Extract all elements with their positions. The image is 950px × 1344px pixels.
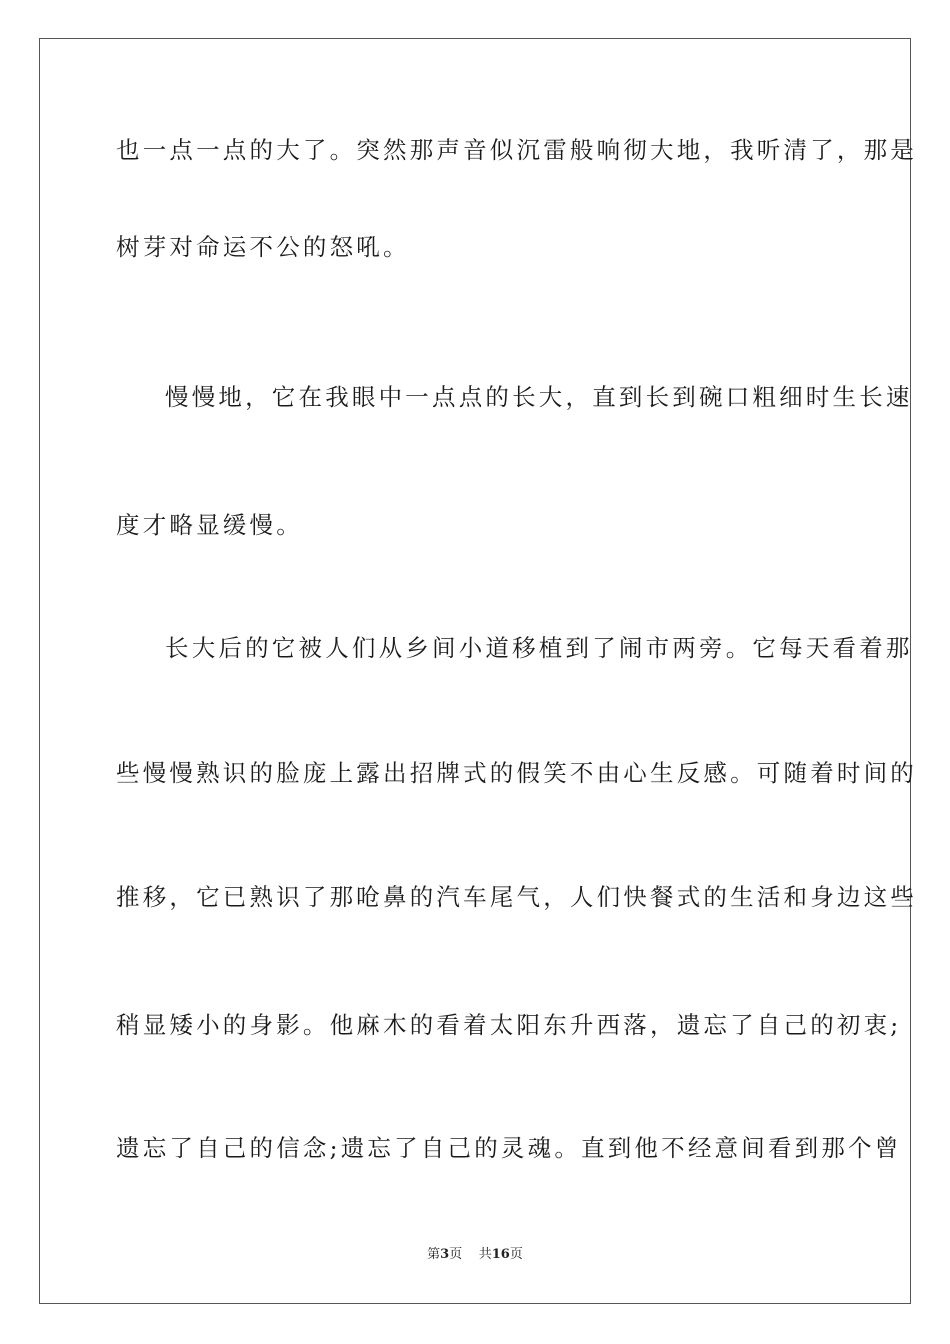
page-number: 3 [440,1247,450,1262]
total-suffix: 页 [509,1247,523,1262]
total-prefix: 共 [478,1247,492,1262]
page-footer [0,1246,950,1264]
page-prefix: 第 [427,1247,441,1262]
text-line: 度才略显缓慢。 [116,511,303,539]
page-frame [39,38,917,1304]
text-line: 些慢慢熟识的脸庞上露出招牌式的假笑不由心生反感。可随着时间的 [116,759,917,787]
text-line: 稍显矮小的身影。他麻木的看着太阳东升西落，遗忘了自己的初衷; [116,1011,902,1039]
total-pages: 16 [491,1247,510,1262]
text-line: 长大后的它被人们从乡间小道移植到了闹市两旁。它每天看着那 [165,634,913,662]
text-line: 推移，它已熟识了那呛鼻的汽车尾气，人们快餐式的生活和身边这些 [116,883,917,911]
text-line: 慢慢地，它在我眼中一点点的长大，直到长到碗口粗细时生长速 [165,383,913,411]
page-suffix: 页 [449,1247,463,1262]
text-line: 树芽对命运不公的怒吼。 [116,233,410,261]
text-line: 也一点一点的大了。突然那声音似沉雷般响彻大地，我听清了，那是 [116,136,917,164]
text-line: 遗忘了自己的信念;遗忘了自己的灵魂。直到他不经意间看到那个曾 [116,1134,902,1162]
